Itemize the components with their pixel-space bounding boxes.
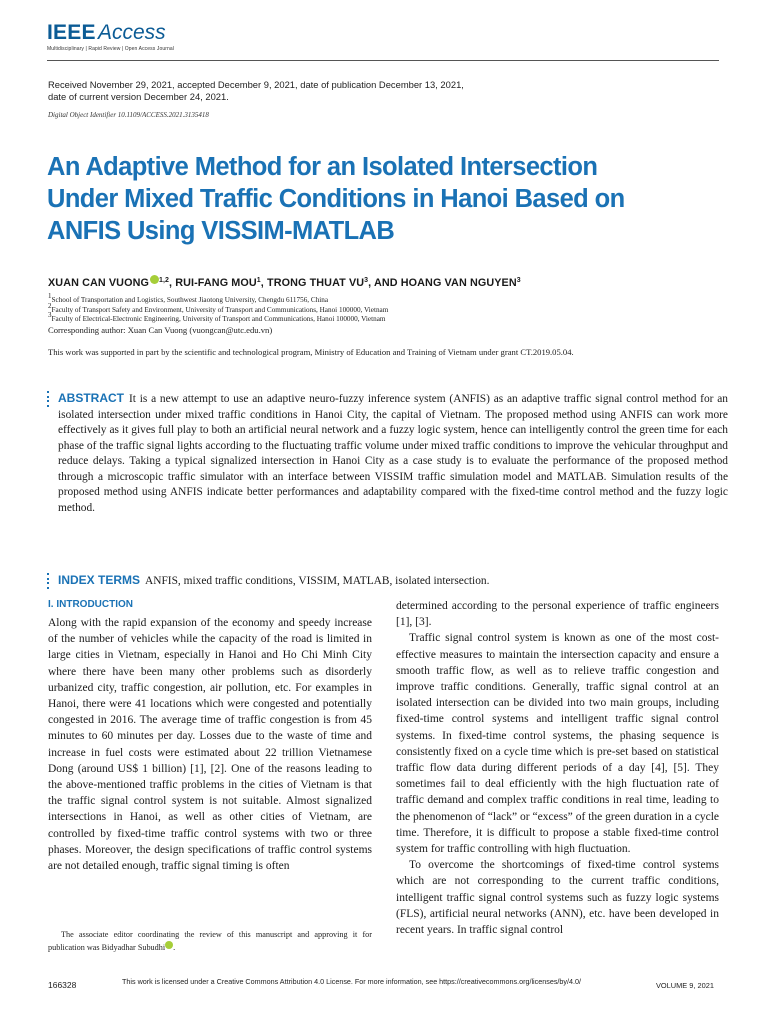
index-terms-text: ANFIS, mixed traffic conditions, VISSIM, MATLAB, isolated intersection. [145, 575, 490, 587]
index-terms [58, 573, 728, 589]
ieee-logo: IEEE [47, 21, 96, 44]
intro-paragraph-1-cont: determined according to the personal experience of traffic engineers [1], [3]. [396, 600, 719, 629]
affiliation-3-text: Faculty of Electrical-Electronic Engineering, University of Transport and Communications, Hanoi 100000, Vietnam [51, 315, 386, 323]
index-terms-label: INDEX TERMS [58, 573, 141, 587]
paper-title: An Adaptive Method for an Isolated Intersection Under Mixed Traffic Conditions in Hanoi Based on ANFIS Using VISSIM-MATLAB [47, 153, 625, 245]
intro-paragraph-1: Along with the rapid expansion of the economy and speedy increase of the number of vehicles while the capacity of the road is limited in large cities in Vietnam, especially in Hanoi and Ho Chi Minh City where there have been many other problems such as disorderly urbanized city, traffic congestion, air pollution, etc. For examples in Hanoi, there were 41 locations which were congested and potentially congested in 2016. The average time of traffic congestion is from 45 minutes to 60 minutes per day. Losses due to the waste of time and increase in fuel costs were estimated about 22 trillion Vietnamese Dong (around US$ 1 billion) [1], [2]. One of the reasons leading to the above-mentioned traffic problems in the cities of Vietnam is that the traffic signal control system is not suitable. Almost signalized intersections in Hanoi, as well as other cities of Vietnam, are controlled by fixed-time traffic control systems with two or three phases. Moreover, the design specifications of traffic control systems are not detailed enough, traffic signal timing is often [48, 617, 372, 873]
footnote-end: . [173, 943, 176, 952]
affiliation-1-text: School of Transportation and Logistics, Southwest Jiaotong University, Chengdu 611756, China [51, 296, 329, 304]
author-list [48, 275, 728, 289]
orcid-icon[interactable] [165, 941, 173, 949]
funding-note: This work was supported in part by the scientific and technological program, Ministry of Education and Training of Vietnam under grant CT.2019.05.04. [48, 347, 574, 357]
affiliation-3-num: 3 [48, 311, 52, 319]
license-notice[interactable]: This work is licensed under a Creative Commons Attribution 4.0 License. For more information, see https://creativecommons.org/licenses/by/4.0/ [122, 977, 582, 986]
affiliation-2-text: Faculty of Transport Safety and Environment, University of Transport and Communications, Hanoi 100000, Vietnam [51, 305, 389, 314]
section-heading: I. INTRODUCTION [48, 599, 133, 610]
abstract-text: It is a new attempt to use an adaptive neuro-fuzzy inference system (ANFIS) as an adaptive traffic signal control method for an isolated intersection under mixed traffic conditions in Hanoi City, the capital of Vietnam. The proposed method using ANFIS can work more effectively as it gives full play to both an artificial neural network and a fuzzy logic system, hence can intelligently control the green time for each phase of the traffic signal lights according to the fluctuating traffic volume under mixed traffic conditions to improve the vehicular throughput and reduce delays. Taking a typical signalized intersection in Hanoi City as a case study is to evaluate the performance of the proposed method through a microscopic traffic simulator with an interface between VISSIM traffic simulation model and MATLAB. Simulation results of the proposed method using ANFIS indicate better performances and adaptability compared with the fixed-time control method and the fuzzy logic method. [58, 393, 728, 514]
author-1[interactable]: XUAN CAN VUONG [48, 277, 149, 289]
author-2[interactable]: , RUI-FANG MOU [169, 277, 257, 289]
abstract [58, 391, 728, 516]
journal-tagline: Multidisciplinary | Rapid Review | Open Access Journal [47, 46, 174, 52]
intro-paragraph-3: To overcome the shortcomings of fixed-time control systems which are not corresponding to the current traffic conditions, intelligent traffic signal control systems such as fuzzy logic systems (FLS), artificial neural networks (ANN), etc. have been developed in recent years. In traffic signal control [396, 859, 719, 937]
corresponding-author: Corresponding author: Xuan Can Vuong (vuongcan@utc.edu.vn) [48, 325, 273, 335]
editor-footnote [48, 928, 372, 954]
author-2-affil: 1 [256, 277, 261, 284]
body-column-right [396, 598, 719, 938]
orcid-icon[interactable] [150, 275, 159, 284]
affiliation-3 [48, 311, 648, 324]
page-number: 166328 [48, 980, 77, 990]
author-4-affil: 3 [516, 277, 521, 284]
author-3[interactable]: , TRONG THUAT VU [260, 277, 365, 289]
index-terms-marker [47, 573, 50, 591]
footnote-text: The associate editor coordinating the review of this manuscript and approving it for publication was Bidyadhar Subudhi [48, 930, 372, 952]
dates-line-1: Received November 29, 2021, accepted December 9, 2021, date of publication December 13, 2021, [48, 79, 464, 90]
affiliation-2-num: 2 [48, 301, 52, 310]
dates-line-2: date of current version December 24, 2021. [48, 91, 229, 102]
access-logo: Access [98, 21, 166, 44]
volume-info: VOLUME 9, 2021 [656, 981, 714, 990]
intro-paragraph-2: Traffic signal control system is known as one of the most cost-effective measures to maintain the intersection capacity and ensure a smooth traffic flow, as well as to relieve traffic congestion and improve traffic conditions. Generally, traffic signal control at an isolated intersection can be divided into two main groups, including fixed-time control systems and intelligent traffic signal control systems. In fixed-time control systems, the phasing sequence is consistently fixed on a cycle time which is pre-set based on statistical traffic flow data during different periods of a day [4], [5]. They sometimes fail to deal efficiently with the high fluctuation rate of traffic demand and complex traffic conditions in real time, leading to the phenomenon of “lack” or “excess” of the green duration in a cycle time. Therefore, it is difficult to propose a stable fixed-time control system for traffic controlling with high fluctuation. [396, 632, 719, 856]
abstract-marker [47, 391, 50, 409]
publication-dates [48, 79, 608, 103]
author-1-affil: 1,2 [158, 277, 170, 284]
body-column-left [48, 615, 372, 874]
header-divider [47, 60, 719, 61]
abstract-label: ABSTRACT [58, 391, 124, 405]
author-3-affil: 3 [364, 277, 369, 284]
author-4[interactable]: , AND HOANG VAN NGUYEN [368, 277, 517, 289]
doi[interactable]: Digital Object Identifier 10.1109/ACCESS.2021.3135418 [48, 111, 209, 119]
affiliation-1-num: 1 [48, 292, 52, 300]
